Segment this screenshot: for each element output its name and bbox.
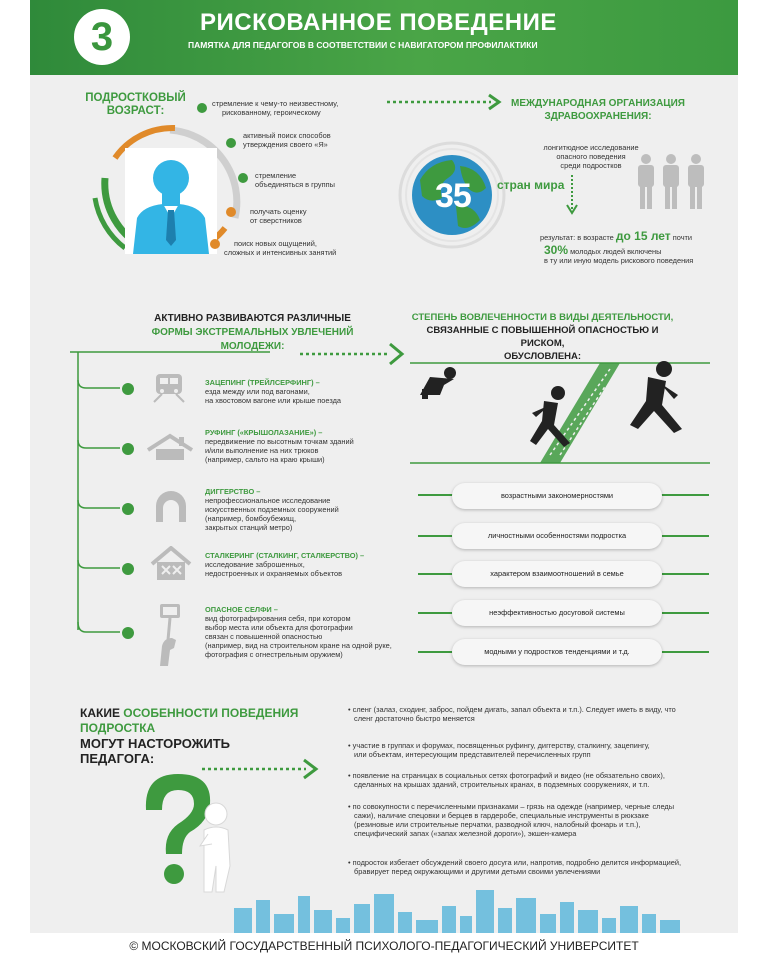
sign-4-line2: сажи), наличие спецовки и берцев в гардеробе, специальные инструменты в рюкзаке (354, 811, 649, 820)
who-study-text (535, 143, 647, 170)
who-title (508, 97, 688, 123)
teen-dot-1 (197, 103, 207, 113)
extreme-item-5-line4: (например, вид на строительном кране на одной руке, (205, 641, 392, 650)
roof-icon (146, 432, 194, 462)
extreme-item-4-line2: недостроенных и охраняемых объектов (205, 569, 343, 578)
involvement-title-line1: СТЕПЕНЬ ВОВЛЕЧЕННОСТИ В ВИДЫ ДЕЯТЕЛЬНОСТИ, (411, 312, 674, 323)
who-percent-block (544, 243, 714, 265)
arrow-to-who-icon (387, 93, 507, 111)
extreme-item-3-line4: закрытых станций метро) (205, 523, 293, 532)
extreme-dot-3 (122, 503, 134, 515)
page-subtitle: ПАМЯТКА ДЛЯ ПЕДАГОГОВ В СООТВЕТСТВИИ С НАВИГАТОРОМ ПРОФИЛАКТИКИ (188, 40, 538, 50)
sign-3-line1: появление на страницах в социальных сетях фотографий и видео (не обязательно своих), (352, 771, 665, 780)
sign-5-line1: подросток избегает обсуждений своего досуга или, напротив, подробно делится информацией, (352, 858, 682, 867)
extreme-item-4 (205, 551, 395, 578)
extreme-item-3-line2: искусственных подземных сооружений (205, 505, 339, 514)
teen-item-2 (243, 131, 383, 149)
running-figure-2 (630, 361, 682, 433)
extreme-item-5-title: ОПАСНОЕ СЕЛФИ – (205, 605, 278, 614)
teen-dot-2 (226, 138, 236, 148)
who-title-line1: МЕЖДУНАРОДНАЯ ОРГАНИЗАЦИЯ (511, 98, 685, 109)
extreme-dot-2 (122, 443, 134, 455)
countries-label: стран мира (497, 178, 565, 192)
extreme-item-3-line1: непрофессиональное исследование (205, 496, 331, 505)
tunnel-icon (154, 490, 188, 524)
runners-illustration (410, 355, 710, 465)
warning-sign-5: • подросток избегает обсуждений своего досуга или, напротив, подробно делится информацией, бравирует перед окружающими и другими детьми своими увлечениями (348, 858, 728, 876)
extreme-item-3-title: ДИГГЕРСТВО – (205, 487, 261, 496)
running-figure-1 (530, 386, 570, 447)
teen-item-2-line1: активный поиск способов (243, 131, 331, 140)
extreme-item-5-line3: связан с повышенной опасностью (205, 632, 323, 641)
extreme-dot-4 (122, 563, 134, 575)
extreme-item-1-title: ЗАЦЕПИНГ (ТРЕЙЛСЕРФИНГ) – (205, 378, 320, 387)
question-mark-figure-icon (138, 770, 246, 896)
teen-item-5 (224, 239, 384, 257)
extreme-item-3 (205, 487, 395, 532)
infographic-page (30, 0, 738, 960)
extreme-item-2-line2: и/или выполнение на них трюков (205, 446, 319, 455)
who-study-line2: опасного поведения (556, 152, 626, 161)
extreme-item-3-line3: (например, бомбоубежищ, (205, 514, 297, 523)
extreme-title-line1: АКТИВНО РАЗВИВАЮТСЯ РАЗЛИЧНЫЕ (154, 313, 351, 324)
header-banner (30, 0, 738, 75)
sign-2-line2: или объектам, интересующим представителей перечисленных групп (354, 750, 591, 759)
factor-line-3-right (657, 573, 709, 575)
sign-2-line1: участие в группах и форумах, посвященных руфингу, диггерству, сталкингу, зацепингу, (352, 741, 650, 750)
section-number-badge: 3 (74, 9, 130, 65)
extreme-item-2-title: РУФИНГ («КРЫШОЛАЗАНИЕ») – (205, 428, 323, 437)
city-skyline-graphic (30, 880, 738, 935)
teen-age-title-line1: ПОДРОСТКОВЫЙ (85, 92, 186, 104)
sign-4-line3: (резиновые или строительные перчатки, разводной ключ, налобный фонарь и т.п.), (354, 820, 641, 829)
factor-line-4-right (657, 612, 709, 614)
teen-item-3 (255, 171, 375, 189)
teen-age-title (78, 92, 193, 118)
percent-value: 30% (544, 243, 569, 257)
teen-dot-5 (210, 239, 220, 249)
teen-item-1-line2: рискованному, героическому (222, 108, 321, 117)
sign-1-line1: сленг (залаз, сходинг, заброс, пойдем дигать, запал объекта и т.п.). Следует иметь в виду, что (352, 705, 676, 714)
warning-sign-4: • по совокупности с перечисленными признаками – грязь на одежде (например, черные следы сажи), наличие спецовки и берцев в гардеробе, специальные инструменты в рюкзаке (резиновые или строительные перчатки, разводной ключ, налобный фонарь и т.п.), специфический запах («запах железной дороги»), экшен-камера (348, 802, 728, 838)
extreme-item-2-line3: (например, сальто на краю крыши) (205, 455, 325, 464)
extreme-item-5-line5: фотография с огнестрельным оружием) (205, 650, 343, 659)
page-title: РИСКОВАННОЕ ПОВЕДЕНИЕ (200, 9, 557, 36)
train-icon (148, 372, 190, 404)
extreme-item-1 (205, 378, 395, 405)
factor-line-2-right (657, 535, 709, 537)
sign-3-line2: сделанных на крышах зданий, строительных кранах, в подземных сооружениях, и т.п. (354, 780, 650, 789)
question-part1: КАКИЕ (80, 706, 120, 720)
question-part3: ПОДРОСТКА (80, 721, 156, 735)
selfie-icon (152, 602, 188, 668)
teen-item-2-line2: утверждения своего «Я» (243, 140, 328, 149)
footer-copyright: © МОСКОВСКИЙ ГОСУДАРСТВЕННЫЙ ПСИХОЛОГО-ПЕДАГОГИЧЕСКИЙ УНИВЕРСИТЕТ (30, 933, 738, 960)
result-prefix: результат: в возрасте (540, 233, 614, 242)
factor-pill-4: неэффективностью досуговой системы (452, 600, 662, 626)
result-suffix: почти (672, 233, 693, 242)
sign-1-line2: сленг достаточно быстро меняется (354, 714, 475, 723)
extreme-item-1-line2: на хвостовом вагоне или крыше поезда (205, 396, 342, 405)
teen-item-1 (212, 99, 372, 117)
factor-line-1-right (657, 494, 709, 496)
crawling-figure (420, 367, 456, 399)
percent-line1: молодых людей включены (570, 247, 662, 256)
extreme-dot-5 (122, 627, 134, 639)
teen-item-4 (250, 207, 370, 225)
factor-pill-1: возрастными закономерностями (452, 483, 662, 509)
involvement-title-line2: СВЯЗАННЫЕ С ПОВЫШЕННОЙ ОПАСНОСТЬЮ И РИСКОМ, (426, 325, 659, 349)
question-part5: ПЕДАГОГА: (80, 751, 155, 766)
who-study-line1: лонгитюдное исследование (543, 143, 639, 152)
involvement-title-line3: ОБУСЛОВЛЕНА: (503, 351, 582, 362)
question-part4: МОГУТ НАСТОРОЖИТЬ (80, 736, 231, 751)
teen-avatar-icon (125, 148, 217, 254)
factor-pill-2: личностными особенностями подростка (452, 523, 662, 549)
who-result-line (540, 229, 692, 243)
extreme-item-2 (205, 428, 395, 464)
teen-age-title-line2: ВОЗРАСТ: (106, 105, 165, 117)
extreme-item-2-line1: передвижение по высотным точкам зданий (205, 437, 354, 446)
teen-item-4-line1: получать оценку (250, 207, 307, 216)
percent-line2: в ту или иную модель рискового поведения (544, 256, 694, 265)
countries-number: 35 (435, 177, 471, 215)
extreme-item-4-line1: исследование заброшенных, (205, 560, 305, 569)
teen-item-1-line1: стремление к чему-то неизвестному, (212, 99, 339, 108)
sign-5-line2: бравирует перед окружающими и другими детьми своими увлечениями (354, 867, 601, 876)
down-arrow-icon (566, 175, 578, 220)
teen-item-5-line2: сложных и интенсивных занятий (224, 248, 337, 257)
abandoned-house-icon (150, 546, 192, 582)
teen-item-3-line1: стремление (255, 171, 297, 180)
extreme-item-5-line1: вид фотографирования себя, при котором (205, 614, 351, 623)
factor-pill-5: модными у подростков тенденциями и т.д. (452, 639, 662, 665)
warning-sign-1: • сленг (залаз, сходинг, заброс, пойдем дигать, запал объекта и т.п.). Следует иметь в виду, что сленг достаточно быстро меняется (348, 705, 728, 723)
who-study-line3: среди подростков (560, 161, 622, 170)
extreme-item-4-title: СТАЛКЕРИНГ (СТАЛКИНГ, СТАЛКЕРСТВО) – (205, 551, 365, 560)
result-age: до 15 лет (615, 229, 671, 243)
warning-sign-3: • появление на страницах в социальных сетях фотографий и видео (не обязательно своих), сделанных на крышах зданий, строительных кранах, в подземных сооружениях, и т.п. (348, 771, 728, 789)
sign-4-line1: по совокупности с перечисленными признаками – грязь на одежде (например, черные следы (352, 802, 675, 811)
sign-4-line4: специфический запах («запах железной дороги»), экшен-камера (354, 829, 577, 838)
teen-dot-3 (238, 173, 248, 183)
factor-line-5-right (657, 651, 709, 653)
teen-item-5-line1: поиск новых ощущений, (234, 239, 317, 248)
teen-item-4-line2: от сверстников (250, 216, 302, 225)
teen-item-3-line2: объединяться в группы (255, 180, 335, 189)
extreme-dot-1 (122, 383, 134, 395)
extreme-item-5-line2: выбор места или объекта для фотографии (205, 623, 353, 632)
teen-dot-4 (226, 207, 236, 217)
extreme-item-5 (205, 605, 410, 659)
extreme-title-line2: ФОРМЫ ЭКСТРЕМАЛЬНЫХ УВЛЕЧЕНИЙ МОЛОДЕЖИ: (151, 327, 354, 352)
people-group-icon (635, 152, 707, 212)
who-title-line2: ЗДРАВООХРАНЕНИЯ: (544, 111, 652, 122)
warning-sign-2: • участие в группах и форумах, посвященных руфингу, диггерству, сталкингу, зацепингу, или объектам, интересующим представителей перечисленных групп (348, 741, 728, 759)
extreme-item-1-line1: езда между или под вагонами, (205, 387, 310, 396)
question-part2: ОСОБЕННОСТИ ПОВЕДЕНИЯ (123, 706, 299, 720)
factor-pill-3: характером взаимоотношений в семье (452, 561, 662, 587)
